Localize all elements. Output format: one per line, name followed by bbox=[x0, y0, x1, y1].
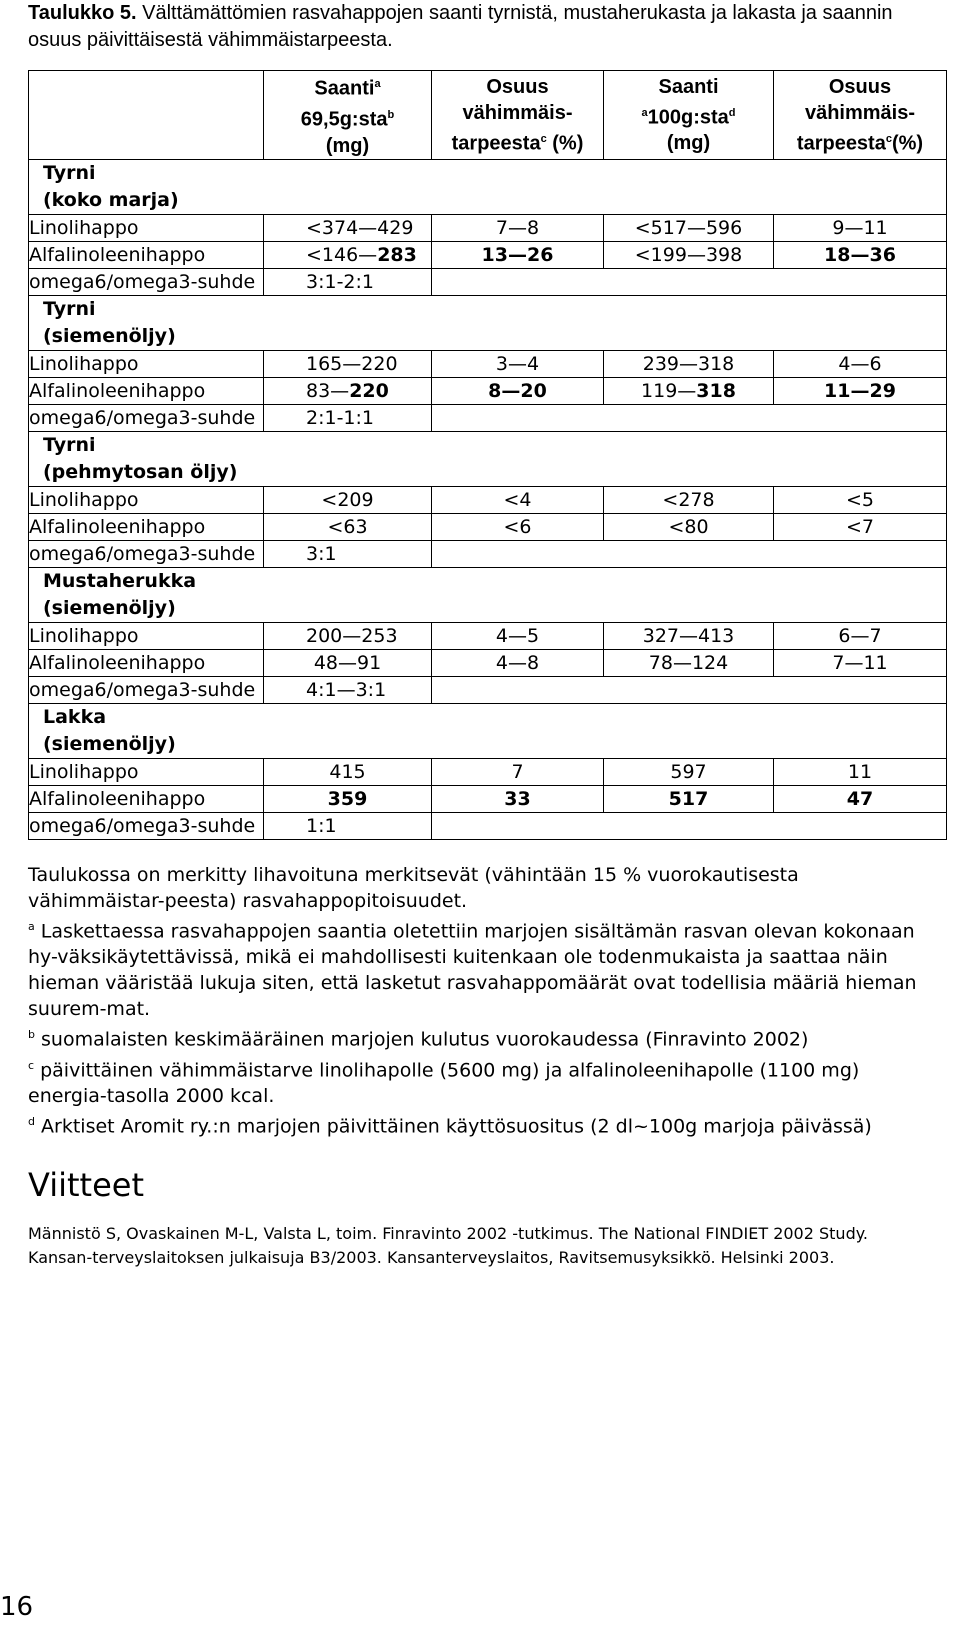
note-c: $^c$ päivittäinen vähimmäistarve linolihapolle (5600 mg) ja alfalinoleenihapolle (1100 mg) energia-tasolla 2000 kcal. bbox=[28, 1058, 860, 1107]
row-label: Alfalinoleenihappo bbox=[29, 650, 264, 677]
caption-prefix: Taulukko 5. bbox=[28, 2, 137, 24]
table-row bbox=[29, 269, 947, 296]
table-row bbox=[29, 677, 947, 704]
row-label: Alfalinoleenihappo bbox=[29, 786, 264, 813]
table-row bbox=[29, 813, 947, 840]
cell-intake-69g: <146—283 bbox=[264, 242, 432, 269]
cell-share-100g: 18—36 bbox=[774, 242, 947, 269]
cell-intake-100g: 327—413 bbox=[604, 623, 774, 650]
cell-share-100g: 9—11 bbox=[774, 215, 947, 242]
row-label: Alfalinoleenihappo bbox=[29, 242, 264, 269]
cell-empty bbox=[432, 269, 947, 296]
cell-share-69g: <6 bbox=[432, 514, 604, 541]
cell-share-69g: 7 bbox=[432, 759, 604, 786]
cell-intake-100g: 597 bbox=[604, 759, 774, 786]
cell-empty bbox=[432, 813, 947, 840]
cell-empty bbox=[432, 405, 947, 432]
row-label: Linolihappo bbox=[29, 351, 264, 378]
row-label: Linolihappo bbox=[29, 759, 264, 786]
table-row bbox=[29, 786, 947, 813]
row-label: omega6/omega3-suhde bbox=[29, 813, 264, 840]
note-b: $^b$ suomalaisten keskimääräinen marjojen kulutus vuorokaudessa (Finravinto 2002) bbox=[28, 1028, 809, 1051]
row-label: Alfalinoleenihappo bbox=[29, 378, 264, 405]
header-empty bbox=[29, 71, 264, 160]
group-header-row bbox=[29, 704, 947, 759]
cell-intake-69g: 200—253 bbox=[264, 623, 432, 650]
cell-share-100g: 4—6 bbox=[774, 351, 947, 378]
table-row bbox=[29, 541, 947, 568]
group-header-row bbox=[29, 432, 947, 487]
row-label: Linolihappo bbox=[29, 215, 264, 242]
row-label: omega6/omega3-suhde bbox=[29, 269, 264, 296]
cell-share-100g: <5 bbox=[774, 487, 947, 514]
cell-intake-69g: 83—220 bbox=[264, 378, 432, 405]
cell-empty bbox=[432, 541, 947, 568]
cell-intake-100g: 119—318 bbox=[604, 378, 774, 405]
references-heading: Viitteet bbox=[28, 1166, 144, 1204]
row-label: Linolihappo bbox=[29, 487, 264, 514]
group-header-row bbox=[29, 296, 947, 351]
cell-share-69g: <4 bbox=[432, 487, 604, 514]
cell-ratio: 2:1-1:1 bbox=[264, 405, 432, 432]
cell-intake-100g: <80 bbox=[604, 514, 774, 541]
cell-intake-69g: 359 bbox=[264, 786, 432, 813]
cell-share-100g: 7—11 bbox=[774, 650, 947, 677]
table-row bbox=[29, 650, 947, 677]
group-title: Lakka (siemenöljy) bbox=[29, 704, 947, 759]
cell-intake-100g: <199—398 bbox=[604, 242, 774, 269]
table-row bbox=[29, 242, 947, 269]
group-title: Tyrni (siemenöljy) bbox=[29, 296, 947, 351]
row-label: omega6/omega3-suhde bbox=[29, 405, 264, 432]
group-title: Tyrni (pehmytosan öljy) bbox=[29, 432, 947, 487]
cell-share-69g: 3—4 bbox=[432, 351, 604, 378]
cell-share-69g: 8—20 bbox=[432, 378, 604, 405]
reference-entry: Männistö S, Ovaskainen M-L, Valsta L, toim. Finravinto 2002 -tutkimus. The National FINDIET 2002 Study. Kansan-terveyslaitoksen julkaisuja B3/2003. Kansanterveyslaitos, Ravitsemusyksikkö. Helsinki 2003. bbox=[28, 1224, 868, 1267]
table-row bbox=[29, 215, 947, 242]
table-row bbox=[29, 351, 947, 378]
cell-share-69g: 13—26 bbox=[432, 242, 604, 269]
table-row bbox=[29, 759, 947, 786]
header-share-69g: Osuus vähimmäis- tarpeesta$^c$ (%) bbox=[432, 71, 604, 160]
cell-ratio: 3:1 bbox=[264, 541, 432, 568]
cell-ratio: 3:1-2:1 bbox=[264, 269, 432, 296]
header-intake-69g: Saanti$^a$ 69,5g:sta$^b$ (mg) bbox=[264, 71, 432, 160]
caption-text: Välttämättömien rasvahappojen saanti tyrnistä, mustaherukasta ja lakasta ja saannin osuus päivittäisestä vähimmäistarpeesta. bbox=[28, 2, 893, 51]
cell-intake-100g: 517 bbox=[604, 786, 774, 813]
cell-share-100g: 11—29 bbox=[774, 378, 947, 405]
cell-intake-69g: <374—429 bbox=[264, 215, 432, 242]
group-header-row bbox=[29, 160, 947, 215]
row-label: Alfalinoleenihappo bbox=[29, 514, 264, 541]
table-row bbox=[29, 514, 947, 541]
cell-intake-100g: 239—318 bbox=[604, 351, 774, 378]
cell-intake-69g: <63 bbox=[264, 514, 432, 541]
note-a: $^a$ Laskettaessa rasvahappojen saantia oletettiin marjojen sisältämän rasvan olevan kokonaan hy-väksikäytettävissä, mikä ei mahdollisesti kuitenkaan ole todenmukaista ja saattaa näin hieman vääristää lukuja siten, että lasketut rasvahappomäärät ovat todellisia määriä hieman suurem-mat. bbox=[28, 920, 917, 1021]
note-d: $^d$ Arktiset Aromit ry.:n marjojen päivittäinen käyttösuositus (2 dl~100g marjoja päivässä) bbox=[28, 1114, 872, 1138]
table-row bbox=[29, 405, 947, 432]
group-title: Mustaherukka (siemenöljy) bbox=[29, 568, 947, 623]
cell-share-100g: 6—7 bbox=[774, 623, 947, 650]
table-row bbox=[29, 487, 947, 514]
row-label: omega6/omega3-suhde bbox=[29, 541, 264, 568]
cell-intake-100g: 78—124 bbox=[604, 650, 774, 677]
table-row bbox=[29, 623, 947, 650]
cell-intake-69g: 48—91 bbox=[264, 650, 432, 677]
cell-empty bbox=[432, 677, 947, 704]
table-notes bbox=[28, 862, 928, 1139]
table-caption bbox=[28, 0, 948, 54]
cell-share-69g: 4—5 bbox=[432, 623, 604, 650]
cell-share-100g: <7 bbox=[774, 514, 947, 541]
cell-ratio: 1:1 bbox=[264, 813, 432, 840]
page-number: 16 bbox=[0, 1592, 34, 1622]
cell-intake-69g: <209 bbox=[264, 487, 432, 514]
cell-share-100g: 11 bbox=[774, 759, 947, 786]
cell-share-69g: 33 bbox=[432, 786, 604, 813]
group-title: Tyrni (koko marja) bbox=[29, 160, 947, 215]
table-header-row bbox=[29, 71, 947, 160]
table-row bbox=[29, 378, 947, 405]
fatty-acid-table bbox=[28, 70, 947, 840]
cell-ratio: 4:1—3:1 bbox=[264, 677, 432, 704]
row-label: Linolihappo bbox=[29, 623, 264, 650]
cell-intake-100g: <278 bbox=[604, 487, 774, 514]
cell-share-69g: 7—8 bbox=[432, 215, 604, 242]
cell-intake-100g: <517—596 bbox=[604, 215, 774, 242]
cell-intake-69g: 165—220 bbox=[264, 351, 432, 378]
header-intake-100g: Saanti $^a$100g:sta$^d$ (mg) bbox=[604, 71, 774, 160]
header-share-100g: Osuus vähimmäis- tarpeesta$^c$(%) bbox=[774, 71, 947, 160]
row-label: omega6/omega3-suhde bbox=[29, 677, 264, 704]
cell-intake-69g: 415 bbox=[264, 759, 432, 786]
cell-share-69g: 4—8 bbox=[432, 650, 604, 677]
note-bold-meaning: Taulukossa on merkitty lihavoituna merkitsevät (vähintään 15 % vuorokautisesta vähimmäistar-peesta) rasvahappopitoisuudet. bbox=[28, 864, 799, 912]
cell-share-100g: 47 bbox=[774, 786, 947, 813]
group-header-row bbox=[29, 568, 947, 623]
